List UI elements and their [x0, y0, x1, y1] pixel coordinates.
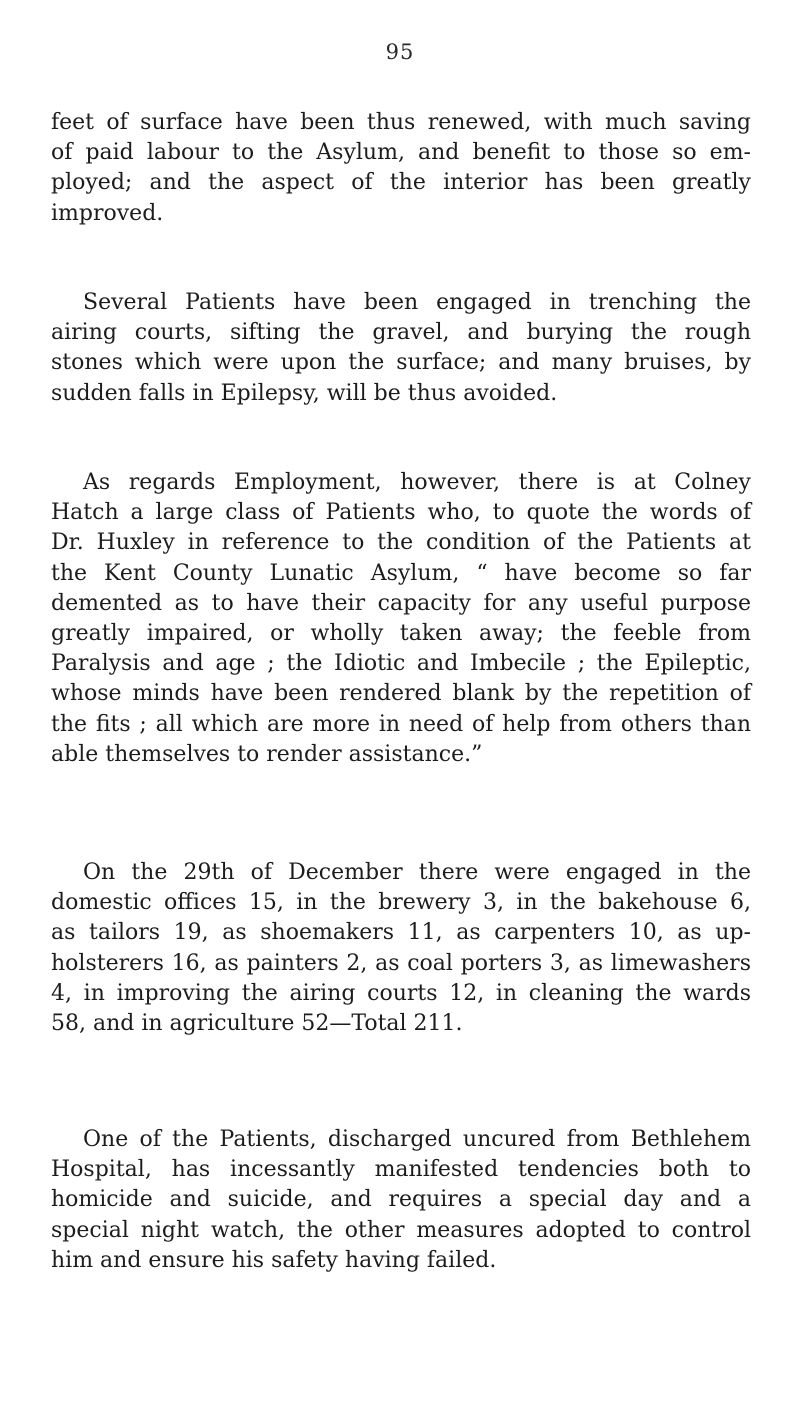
text-line: greatly impaired, or wholly taken away; the feeble from	[51, 620, 751, 646]
paragraph-trenching	[51, 288, 751, 409]
text-line: the fits ; all which are more in need of help from others than	[51, 711, 751, 737]
text-line: sudden falls in Epilepsy, will be thus avoided.	[51, 380, 558, 406]
text-line: ployed; and the aspect of the interior has been greatly	[51, 170, 751, 196]
text-line: stones which were upon the surface; and many bruises, by	[51, 350, 751, 376]
text-line: improved.	[51, 200, 164, 226]
text-line: Several Patients have been engaged in trenching the	[83, 290, 751, 315]
paragraph-employment	[51, 468, 751, 770]
text-line: of paid labour to the Asylum, and benefit to those so em-	[51, 140, 751, 166]
text-line: Paralysis and age ; the Idiotic and Imbecile ; the Epileptic,	[51, 651, 751, 677]
page-number: 95	[385, 40, 415, 64]
text-line: as tailors 19, as shoemakers 11, as carpenters 10, as up-	[51, 920, 751, 946]
text-line: feet of surface have been thus renewed, with much saving	[51, 110, 751, 135]
text-line: the Kent County Lunatic Asylum, “ have become so far	[51, 560, 751, 586]
text-line: Hospital, has incessantly manifested tendencies both to	[51, 1157, 751, 1183]
text-line: 58, and in agriculture 52—Total 211.	[51, 1010, 463, 1036]
text-line: On the 29th of December there were engaged in the	[83, 860, 751, 885]
text-line: whose minds have been rendered blank by the repetition of	[51, 681, 751, 707]
text-line: One of the Patients, discharged uncured from Bethlehem	[83, 1127, 751, 1152]
paragraph-december-census	[51, 858, 751, 1039]
text-line: 4, in improving the airing courts 12, in cleaning the wards	[51, 980, 751, 1006]
text-line: As regards Employment, however, there is at Colney	[83, 470, 751, 495]
text-line: demented as to have their capacity for any useful purpose	[51, 590, 751, 616]
text-line: Dr. Huxley in reference to the condition of the Patients at	[51, 530, 751, 556]
text-line: him and ensure his safety having failed.	[51, 1247, 497, 1273]
text-line: special night watch, the other measures adopted to control	[51, 1217, 751, 1243]
text-line: Hatch a large class of Patients who, to quote the words of	[51, 500, 751, 526]
text-line: airing courts, sifting the gravel, and burying the rough	[51, 320, 751, 346]
paragraph-bethlehem-patient	[51, 1125, 751, 1276]
text-line: able themselves to render assistance.”	[51, 741, 483, 767]
paragraph-surface-renewal	[51, 108, 751, 229]
text-line: homicide and suicide, and requires a special day and a	[51, 1187, 751, 1213]
text-line: domestic offices 15, in the brewery 3, in the bakehouse 6,	[51, 890, 751, 916]
text-line: holsterers 16, as painters 2, as coal porters 3, as limewashers	[51, 950, 751, 976]
